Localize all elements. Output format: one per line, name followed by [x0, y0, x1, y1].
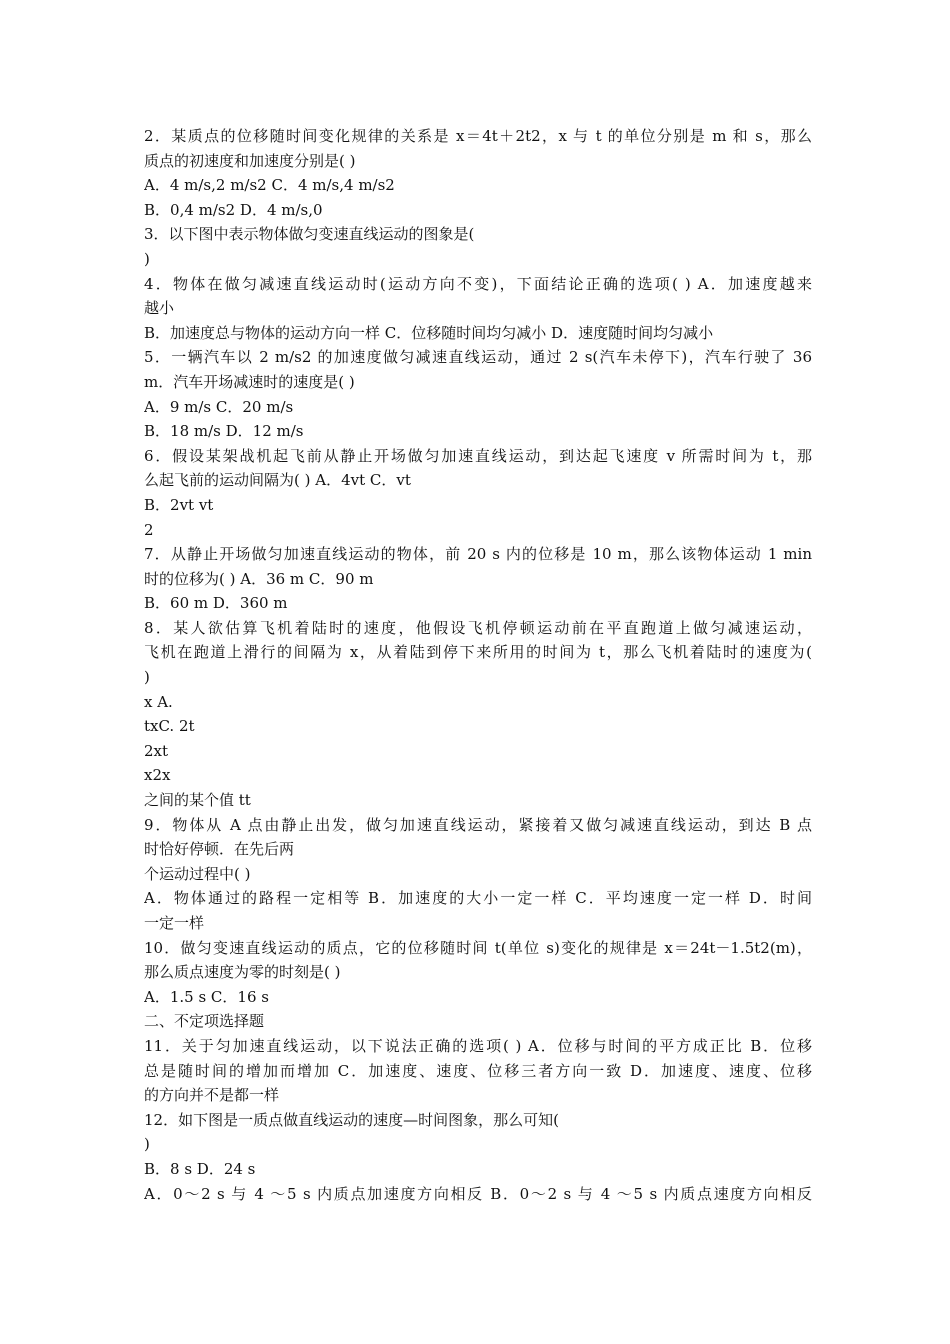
text-line: A．0～2 s 与 4 ～5 s 内质点加速度方向相反 B．0～2 s 与 4 ～5 s 内质点速度方向相反	[144, 1184, 812, 1203]
text-line: )	[144, 668, 150, 687]
text-line: B．0,4 m/s2 D．4 m/s,0	[144, 200, 323, 219]
text-line: A．物体通过的路程一定相等 B．加速度的大小一定一样 C．平均速度一定一样 D．时间	[144, 889, 812, 908]
text-line: B．18 m/s D．12 m/s	[144, 422, 304, 441]
text-line: )	[144, 249, 150, 268]
text-line: 2xt	[144, 741, 169, 760]
text-line: A．9 m/s C．20 m/s	[144, 397, 294, 416]
text-line: 2．某质点的位移随时间变化规律的关系是 x＝4t＋2t2，x 与 t 的单位分别是 m 和 s，那么	[144, 127, 812, 145]
text-line: 二、不定项选择题	[144, 1012, 265, 1031]
text-line: 2	[144, 520, 154, 539]
text-line: 飞机在跑道上滑行的间隔为 x，从着陆到停下来所用的时间为 t，那么飞机着陆时的速度为(	[144, 643, 812, 662]
text-line: 的方向并不是都一样	[144, 1086, 280, 1105]
document-body	[144, 124, 812, 1206]
text-line: 时恰好停顿．在先后两	[144, 840, 295, 859]
text-line: 越小	[144, 299, 175, 318]
text-line: m．汽车开场减速时的速度是( )	[144, 372, 355, 391]
text-line: 7．从静止开场做匀加速直线运动的物体，前 20 s 内的位移是 10 m，那么该物体运动 1 min	[144, 545, 812, 564]
text-line: 12．如下图是一质点做直线运动的速度—时间图象，那么可知(	[144, 1110, 559, 1129]
text-line: txC. 2t	[144, 717, 195, 736]
text-line: 之间的某个值 tt	[144, 791, 251, 810]
text-line: 6．假设某架战机起飞前从静止开场做匀加速直线运动，到达起飞速度 v 所需时间为 t，那	[144, 446, 812, 465]
text-line: B．8 s D．24 s	[144, 1159, 256, 1178]
text-line: B．加速度总与物体的运动方向一样 C．位移随时间均匀减小 D．速度随时间均匀减小	[144, 323, 714, 342]
text-line: 8．某人欲估算飞机着陆时的速度，他假设飞机停顿运动前在平直跑道上做匀减速运动，	[144, 618, 812, 637]
text-line: 9．物体从 A 点由静止出发，做匀加速直线运动，紧接着又做匀减速直线运动，到达 B 点	[144, 815, 812, 834]
text-line: B．60 m D．360 m	[144, 594, 288, 613]
text-line: 3．以下图中表示物体做匀变速直线运动的图象是(	[144, 225, 475, 244]
text-line: 么起飞前的运动间隔为( ) A．4vt C．vt	[144, 471, 411, 490]
text-line: 10．做匀变速直线运动的质点，它的位移随时间 t(单位 s)变化的规律是 x＝24t－1.5t2(m)，	[144, 938, 812, 957]
text-line: x A.	[144, 692, 173, 711]
text-line: B．2vt vt	[144, 495, 214, 514]
text-line: 5．一辆汽车以 2 m/s2 的加速度做匀减速直线运动，通过 2 s(汽车未停下)，汽车行驶了 36	[144, 348, 812, 367]
text-line: x2x	[144, 766, 171, 785]
text-line: 一定一样	[144, 914, 205, 932]
text-line: 总是随时间的增加而增加 C．加速度、速度、位移三者方向一致 D．加速度、速度、位移	[144, 1061, 812, 1080]
text-line: 质点的初速度和加速度分别是( )	[144, 151, 356, 170]
text-line: A．1.5 s C．16 s	[144, 987, 269, 1006]
text-line: 4．物体在做匀减速直线运动时(运动方向不变)，下面结论正确的选项( ) A．加速度越来	[144, 274, 812, 293]
text-line: 时的位移为( ) A．36 m C．90 m	[144, 569, 374, 588]
text-line: 个运动过程中( )	[144, 864, 251, 883]
text-line: 那么质点速度为零的时刻是( )	[144, 963, 341, 982]
text-line: A．4 m/s,2 m/s2 C．4 m/s,4 m/s2	[144, 176, 395, 195]
text-line: )	[144, 1135, 150, 1154]
text-line: 11．关于匀加速直线运动，以下说法正确的选项( ) A．位移与时间的平方成正比 B．位移	[144, 1036, 812, 1055]
